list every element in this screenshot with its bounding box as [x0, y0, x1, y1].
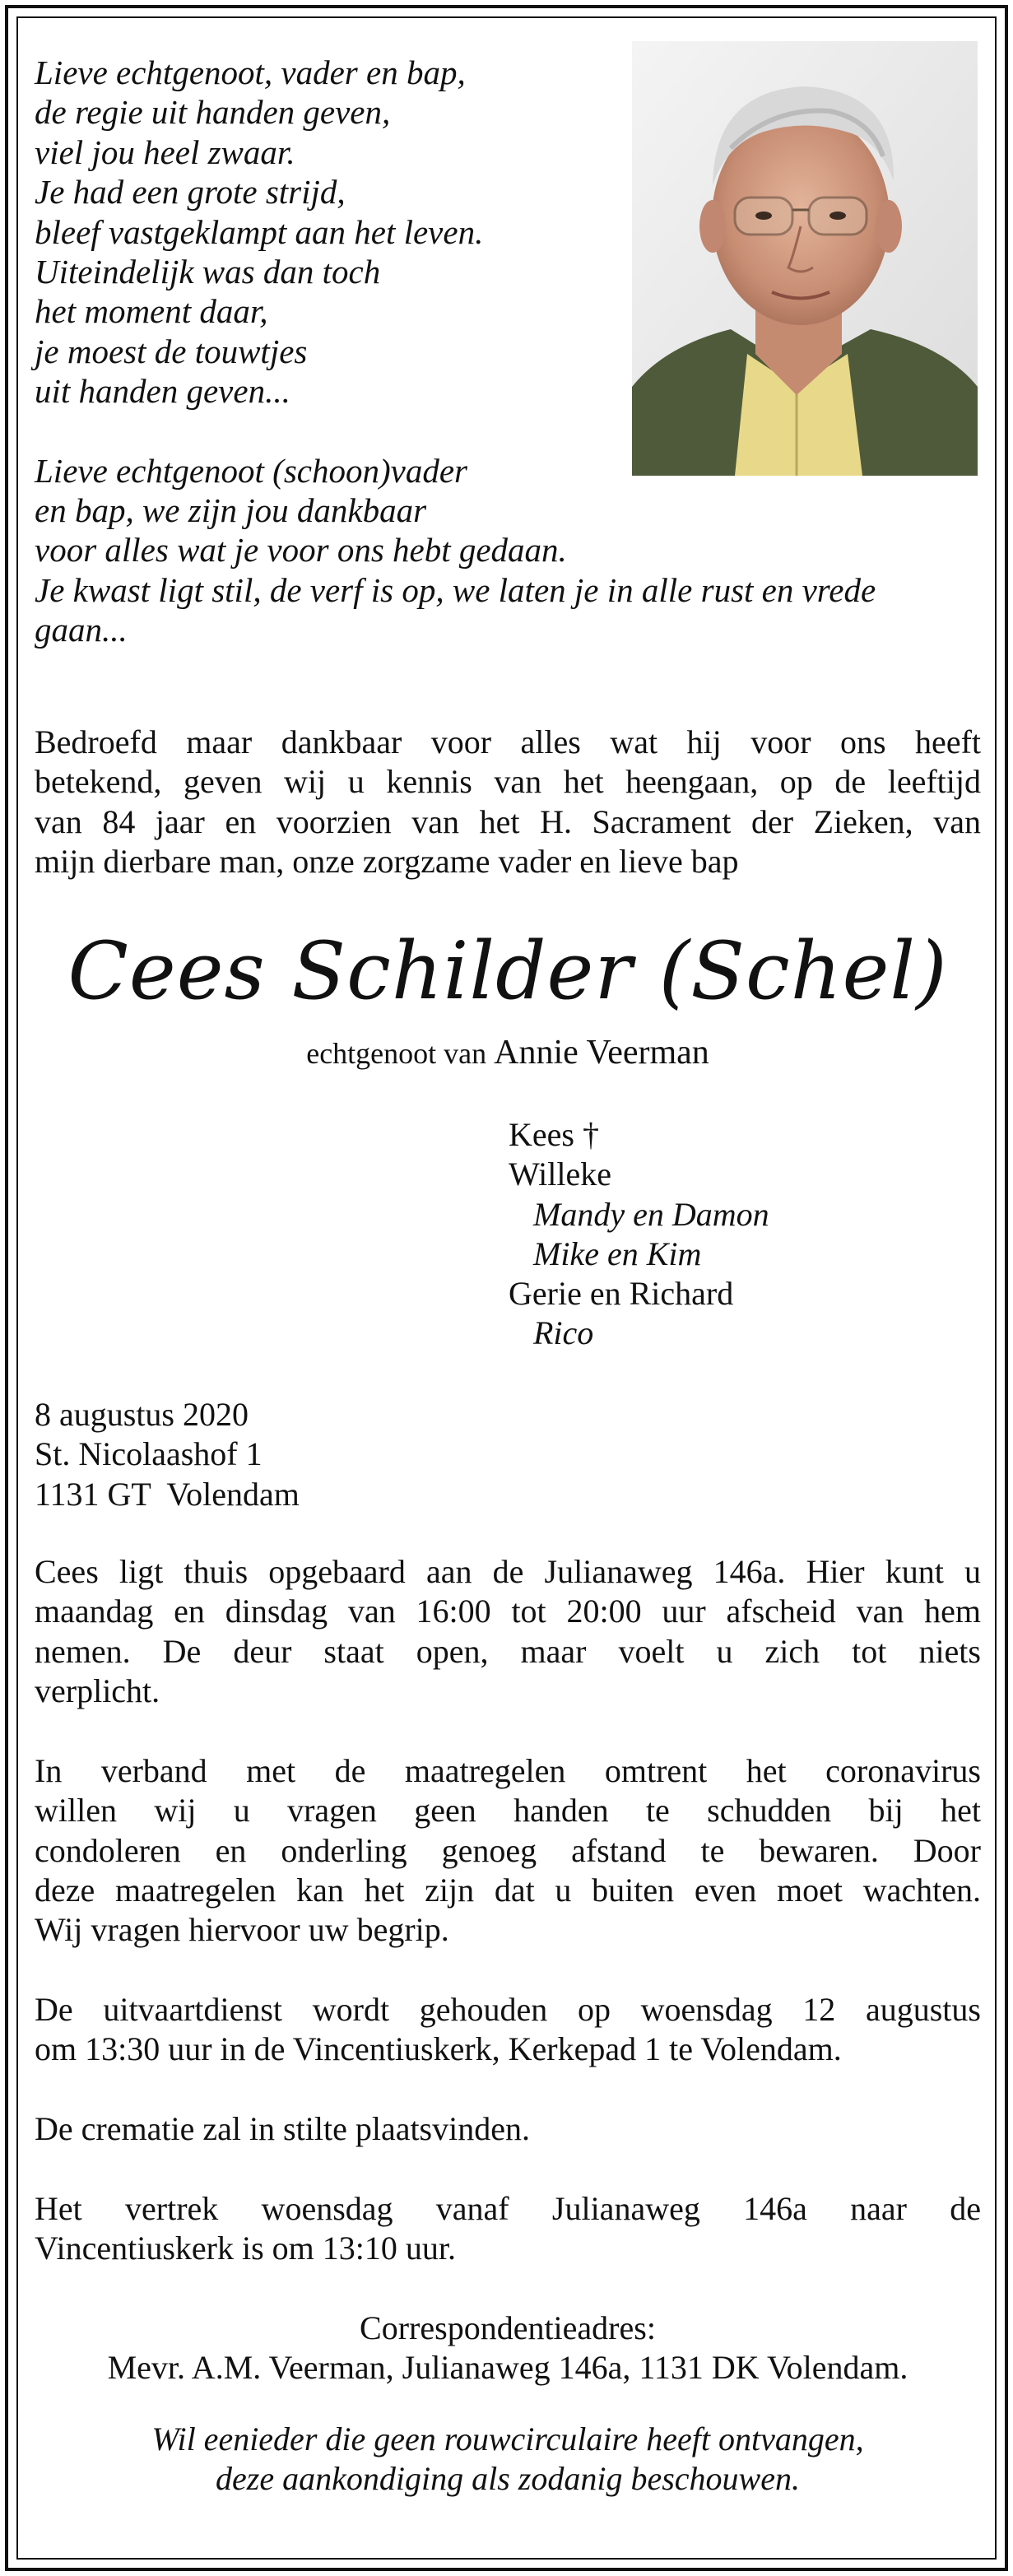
grandchild-entry: Mike en Kim: [533, 1235, 702, 1272]
closing-line: deze aankondiging als zodanig beschouwen.: [216, 2460, 800, 2498]
poem-line: Je kwast ligt stil, de verf is op, we laten je in alle rust en vrede: [35, 570, 876, 609]
portrait-photo: [632, 41, 978, 476]
deceased-name: Cees Schilder (Schel): [67, 925, 948, 1017]
viewing-line: nemen. De deur staat open, maar voelt u zich tot niets: [35, 1632, 981, 1670]
poem-line: Lieve echtgenoot, vader en bap,: [35, 53, 466, 91]
viewing-paragraph: [35, 1552, 981, 1711]
intro-paragraph: [35, 723, 981, 881]
spouse-name: Annie Veerman: [494, 1034, 709, 1072]
corona-line: Wij vragen hiervoor uw begrip.: [35, 1911, 449, 1949]
corona-line: In verband met de maatregelen omtrent het coronavirus: [35, 1752, 981, 1789]
grandchild-entry: Rico: [533, 1314, 594, 1352]
intro-line: Bedroefd maar dankbaar voor alles wat hij voor ons heeft: [35, 723, 981, 760]
correspondence-address: Mevr. A.M. Veerman, Julianaweg 146a, 1131 DK Volendam.: [107, 2349, 908, 2387]
cremation-line: De crematie zal in stilte plaatsvinden.: [35, 2110, 530, 2147]
poem-line: uit handen geven...: [35, 372, 290, 411]
closing-line: Wil eenieder die geen rouwcirculaire heeft ontvangen,: [151, 2420, 864, 2457]
cremation-paragraph: [35, 2109, 981, 2149]
departure-line: Vincentiuskerk is om 13:10 uur.: [35, 2230, 456, 2267]
departure-paragraph: [35, 2189, 981, 2269]
viewing-line: verplicht.: [35, 1672, 160, 1709]
poem-line: en bap, we zijn jou dankbaar: [35, 491, 427, 530]
correspondence-block: [35, 2309, 981, 2388]
corona-line: willen wij u vragen geen handen te schudden bij het: [35, 1792, 981, 1830]
child-entry: Willeke: [509, 1155, 611, 1193]
grandchild-entry: Mandy en Damon: [533, 1195, 769, 1233]
poem-line: voor alles wat je voor ons hebt gedaan.: [35, 531, 567, 570]
poem-line: Je had een grote strijd,: [35, 173, 346, 212]
address-line: St. Nicolaashof 1: [35, 1435, 263, 1473]
intro-line: van 84 jaar en voorzien van het H. Sacrament der Zieken, van: [35, 802, 981, 840]
intro-line: mijn dierbare man, onze zorgzame vader en lieve bap: [35, 842, 739, 880]
corona-paragraph: [35, 1751, 981, 1950]
correspondence-label: Correspondentieadres:: [360, 2309, 656, 2346]
viewing-line: Cees ligt thuis opgebaard aan de Julianaweg 146a. Hier kunt u: [35, 1553, 981, 1590]
spouse-line: [35, 1033, 981, 1072]
family-list: [509, 1115, 769, 1354]
poem-line: het moment daar,: [35, 292, 268, 331]
poem-line: viel jou heel zwaar.: [35, 133, 295, 171]
viewing-line: maandag en dinsdag van 16:00 tot 20:00 uur afscheid van hem: [35, 1593, 981, 1630]
portrait-image: [632, 41, 978, 476]
closing-note: [35, 2420, 981, 2499]
corona-line: deze maatregelen kan het zijn dat u buiten even moet wachten.: [35, 1871, 981, 1909]
poem-line: Uiteindelijk was dan toch: [35, 253, 381, 291]
departure-line: Het vertrek woensdag vanaf Julianaweg 146a naar de: [35, 2190, 981, 2227]
poem-line: gaan...: [35, 611, 128, 649]
address-line: 8 augustus 2020: [35, 1396, 249, 1433]
intro-line: betekend, geven wij u kennis van het heengaan, op de leeftijd: [35, 763, 981, 801]
address-block: [35, 1395, 300, 1514]
poem-line: bleef vastgeklampt aan het leven.: [35, 212, 484, 251]
poem-line: Lieve echtgenoot (schoon)vader: [35, 451, 467, 490]
service-paragraph: [35, 1990, 981, 2070]
spouse-prefix: echtgenoot van: [306, 1037, 487, 1070]
service-line: De uitvaartdienst wordt gehouden op woensdag 12 augustus: [35, 1991, 981, 2028]
corona-line: condoleren en onderling genoeg afstand te bewaren. Door: [35, 1831, 981, 1869]
poem-line: de regie uit handen geven,: [35, 93, 391, 132]
service-line: om 13:30 uur in de Vincentiuskerk, Kerkepad 1 te Volendam.: [35, 2030, 842, 2068]
child-entry: Kees †: [509, 1116, 599, 1153]
child-entry: Gerie en Richard: [509, 1275, 734, 1313]
poem-line: je moest de touwtjes: [35, 332, 308, 370]
address-line: 1131 GT Volendam: [35, 1475, 300, 1513]
